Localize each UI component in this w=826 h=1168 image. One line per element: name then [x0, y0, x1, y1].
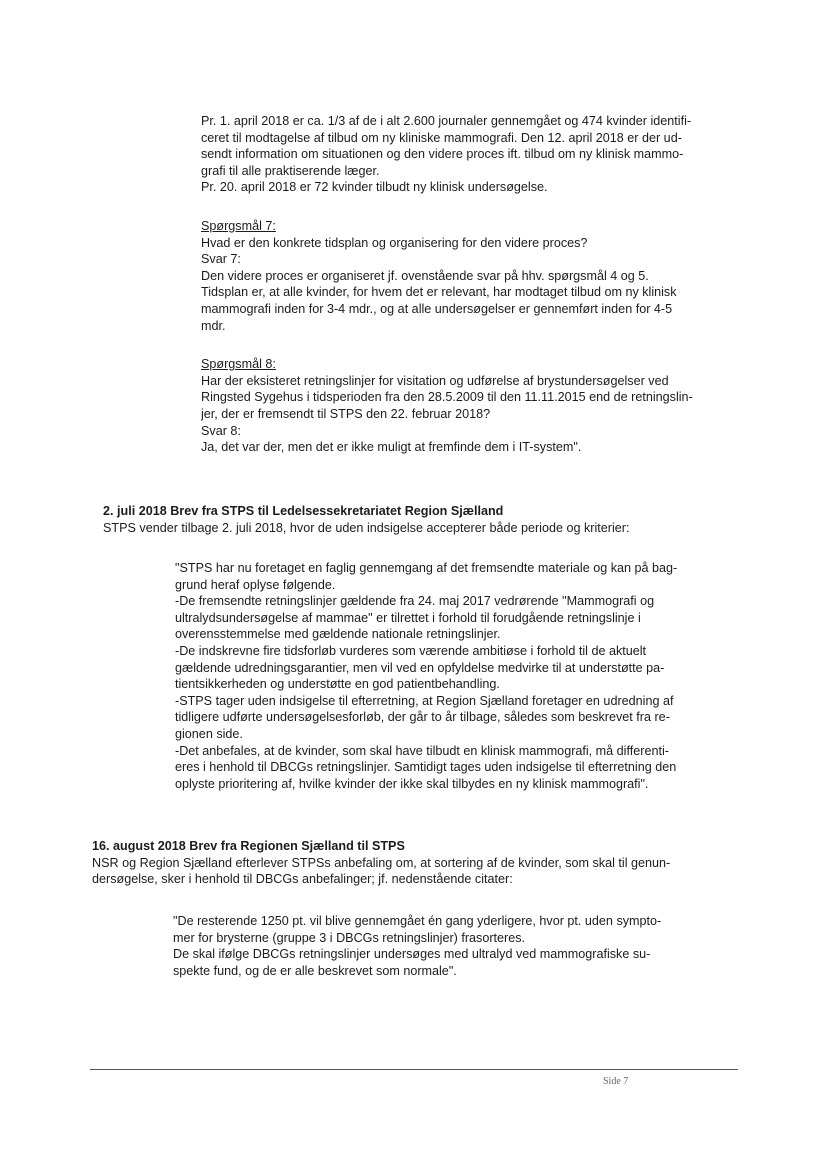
body-line: sendt information om situationen og den videre proces ift. tilbud om ny klinisk mammo-: [201, 147, 684, 162]
quote-line: "De resterende 1250 pt. vil blive gennemgået én gang yderligere, hvor pt. uden sympto-: [173, 914, 662, 928]
spacer: [201, 334, 756, 356]
question-7-heading: Spørgsmål 7:: [201, 218, 276, 233]
body-line: Svar 8:: [201, 423, 241, 438]
body-line: Svar 7:: [201, 252, 241, 267]
august-quote: [173, 913, 748, 979]
quote-line: spekte fund, og de er alle beskrevet som normale".: [173, 963, 457, 978]
footer-divider: [90, 1069, 738, 1070]
august-section-header: [92, 838, 752, 888]
quote-line: tidligere udførte undersøgelsesforløb, der går to år tilbage, således som beskrevet fra re-: [175, 710, 670, 725]
quote-line: eres i henhold til DBCGs retningslinjer. Samtidigt tages uden indsigelse til efterretning den: [175, 760, 677, 775]
quote-line: De skal ifølge DBCGs retningslinjer undersøges med ultralyd ved mammografiske su-: [173, 947, 651, 962]
quote-line: -De fremsendte retningslinjer gældende fra 24. maj 2017 vedrørende "Mammografi og: [175, 594, 655, 609]
body-line: ceret til modtagelse af tilbud om ny kliniske mammografi. Den 12. april 2018 er der ud-: [201, 130, 682, 145]
july-quote: [175, 560, 750, 792]
section-heading-august: 16. august 2018 Brev fra Regionen Sjælland til STPS: [92, 839, 405, 853]
body-line: Pr. 20. april 2018 er 72 kvinder tilbudt ny klinisk undersøgelse.: [201, 180, 548, 195]
body-line: mdr.: [201, 318, 226, 333]
body-line: Hvad er den konkrete tidsplan og organisering for den videre proces?: [201, 235, 588, 250]
quote-line: tientsikkerheden og understøtte en god patientbehandling.: [175, 677, 500, 692]
question-8-heading: Spørgsmål 8:: [201, 357, 276, 372]
quote-line: gionen side.: [175, 726, 243, 741]
quote-line: -De indskrevne fire tidsforløb vurderes som værende ambitiøse i forhold til de aktuelt: [175, 643, 647, 658]
july-section-header: [103, 503, 763, 536]
section-intro: STPS vender tilbage 2. juli 2018, hvor de uden indsigelse accepterer både periode og kriterier:: [103, 520, 630, 535]
body-line: jer, der er fremsendt til STPS den 22. februar 2018?: [201, 406, 491, 421]
quote-line: mer for brysterne (gruppe 3 i DBCGs retningslinjer) frasorteres.: [173, 930, 526, 945]
quote-line: -Det anbefales, at de kvinder, som skal have tilbudt en klinisk mammografi, må differenti-: [175, 743, 669, 758]
body-line: Den videre proces er organiseret jf. ovenstående svar på hhv. spørgsmål 4 og 5.: [201, 268, 649, 283]
body-line: Ja, det var der, men det er ikke muligt at fremfinde dem i IT-system".: [201, 440, 582, 455]
quote-line: grund heraf oplyse følgende.: [175, 577, 336, 592]
quote-line: gældende udredningsgarantier, men vil ved en opfyldelse medvirke til at understøtte pa-: [175, 660, 665, 675]
answers-block: [201, 113, 756, 456]
quote-line: -STPS tager uden indsigelse til efterretning, at Region Sjælland foretager en udredning af: [175, 693, 674, 708]
section-intro: NSR og Region Sjælland efterlever STPSs anbefaling om, at sortering af de kvinder, som skal til genun-: [92, 855, 671, 870]
quote-line: "STPS har nu foretaget en faglig gennemgang af det fremsendte materiale og kan på bag-: [175, 561, 678, 575]
section-heading-july: 2. juli 2018 Brev fra STPS til Ledelsessekretariatet Region Sjælland: [103, 504, 504, 518]
quote-line: overensstemmelse med gældende nationale retningslinjer.: [175, 627, 501, 642]
section-intro: dersøgelse, sker i henhold til DBCGs anbefalinger; jf. nedenstående citater:: [92, 872, 513, 887]
quote-line: oplyste prioritering af, hvilke kvinder der ikke skal tilbydes en ny klinisk mammografi".: [175, 776, 649, 791]
body-line: Ringsted Sygehus i tidsperioden fra den 28.5.2009 til den 11.11.2015 end de retningslin-: [201, 390, 693, 405]
spacer: [201, 196, 756, 218]
quote-line: ultralydsundersøgelse af mammae" er tilrettet i forhold til forudgående retningslinje i: [175, 610, 641, 625]
body-line: Pr. 1. april 2018 er ca. 1/3 af de i alt 2.600 journaler gennemgået og 474 kvinder identifi-: [201, 114, 692, 128]
body-line: Har der eksisteret retningslinjer for visitation og udførelse af brystundersøgelser ved: [201, 373, 669, 388]
page-number: Side 7: [603, 1076, 629, 1087]
body-line: grafi til alle praktiserende læger.: [201, 163, 380, 178]
body-line: mammografi inden for 3-4 mdr., og at alle undersøgelser er gennemført inden for 4-5: [201, 301, 673, 316]
body-line: Tidsplan er, at alle kvinder, for hvem det er relevant, har modtaget tilbud om ny klinisk: [201, 285, 677, 300]
